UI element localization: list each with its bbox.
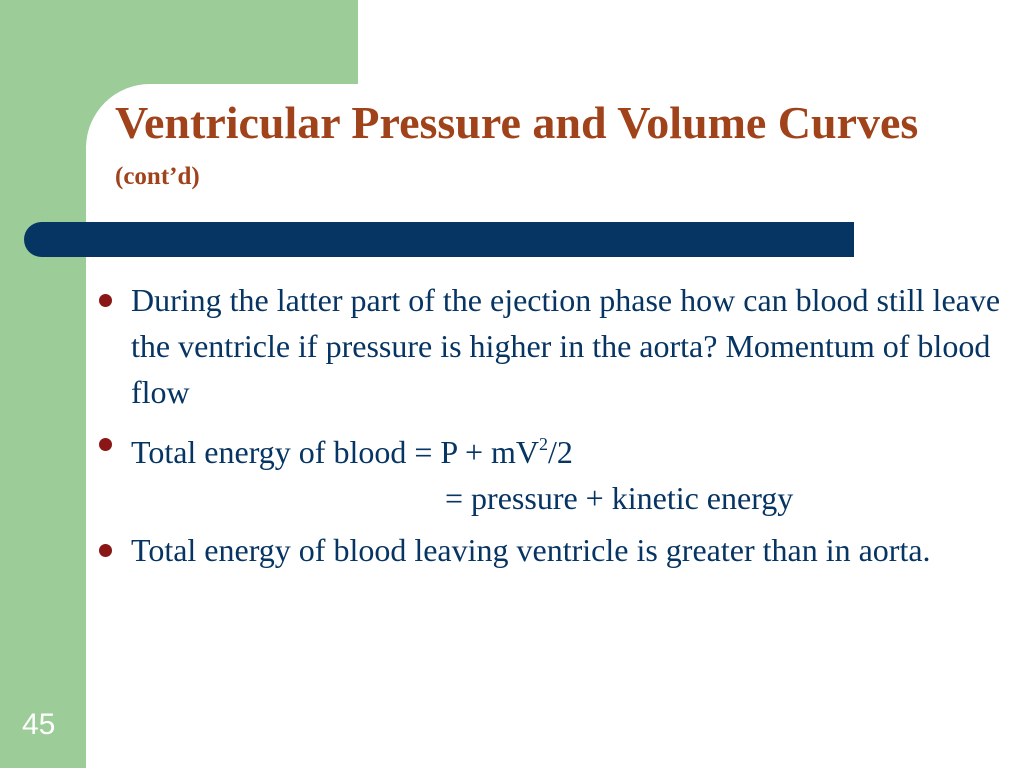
bullet-text: During the latter part of the ejection phase how can blood still leave the ventricle if pressure is higher in the aorta? Momentum of blood flow	[131, 282, 1001, 410]
bullet-item	[95, 277, 1005, 415]
bullet-text: Total energy of blood = P + mV	[131, 434, 540, 470]
energy-denominator: /2	[548, 434, 573, 470]
slide-title-main: Ventricular Pressure and Volume Curves	[115, 97, 919, 148]
page-number: 45	[22, 708, 56, 741]
bullet-item	[95, 527, 1005, 573]
bullet-dot-icon	[99, 438, 112, 451]
bullet-dot-icon	[99, 294, 112, 307]
slide-title	[115, 97, 975, 200]
bullet-dot-icon	[99, 544, 112, 557]
slide-title-suffix: (cont’d)	[115, 163, 200, 190]
bullet-item	[95, 421, 1005, 521]
bullet-text: Total energy of blood leaving ventricle is greater than in aorta.	[131, 532, 931, 568]
superscript-exponent: 2	[539, 434, 549, 454]
title-divider-bar	[24, 222, 854, 257]
bullet-list	[95, 277, 1005, 579]
energy-equation-line2: = pressure + kinetic energy	[445, 480, 794, 516]
